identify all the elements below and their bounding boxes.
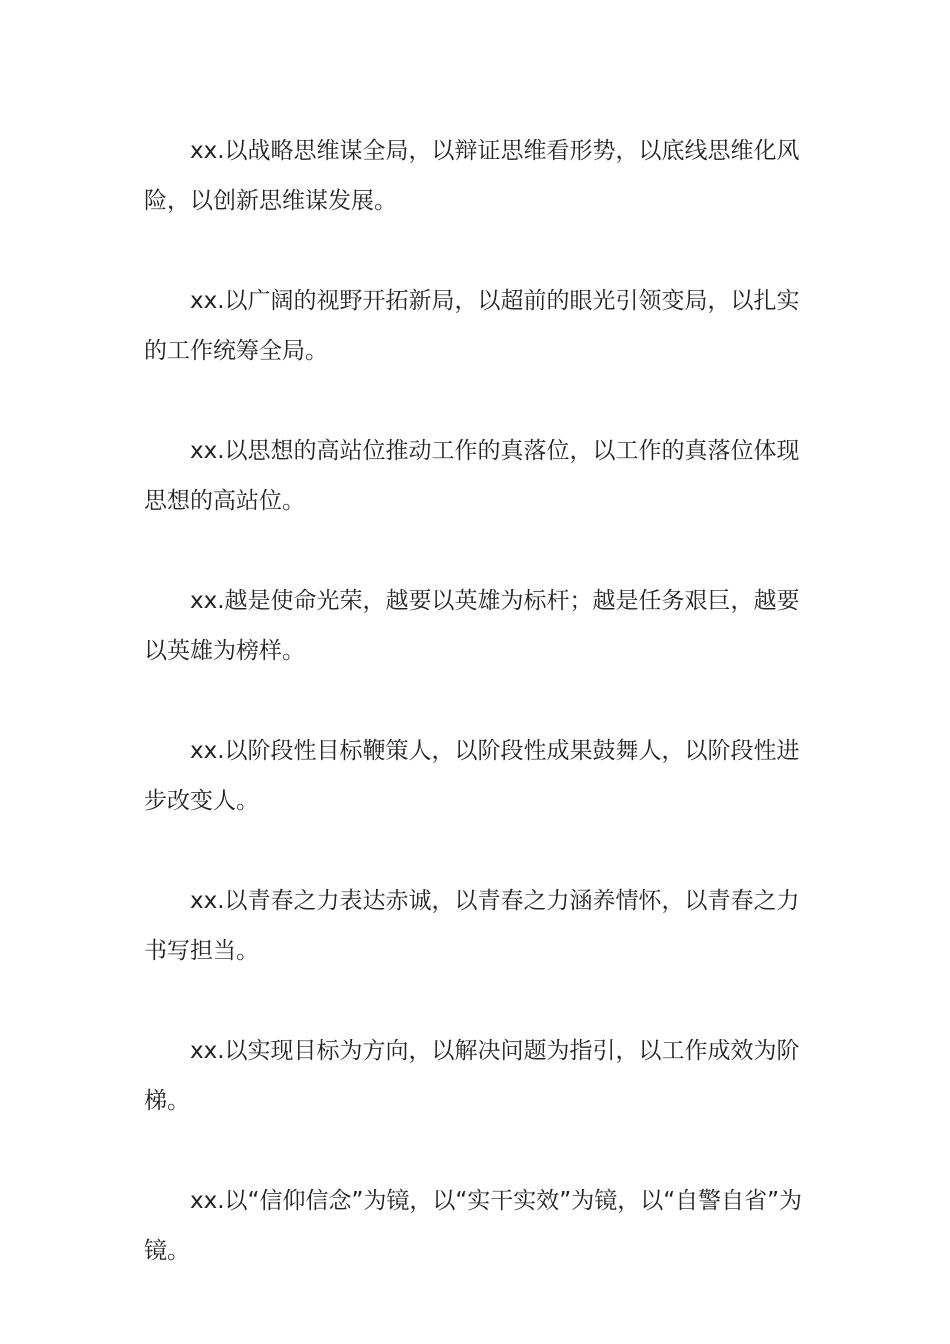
paragraph-3: xx.以思想的高站位推动工作的真落位，以工作的真落位体现思想的高站位。 <box>144 438 800 514</box>
paragraph-2: xx.以广阔的视野开拓新局，以超前的眼光引领变局，以扎实的工作统筹全局。 <box>144 288 800 364</box>
paragraph-5: xx.以阶段性目标鞭策人，以阶段性成果鼓舞人，以阶段性进步改变人。 <box>144 738 800 814</box>
paragraph-1: xx.以战略思维谋全局，以辩证思维看形势，以底线思维化风险，以创新思维谋发展。 <box>144 138 800 214</box>
paragraph-4: xx.越是使命光荣，越要以英雄为标杆；越是任务艰巨，越要以英雄为榜样。 <box>144 588 800 664</box>
document-body <box>144 126 809 1326</box>
paragraph-8: xx.以“信仰信念”为镜，以“实干实效”为镜，以“自警自省”为镜。 <box>144 1188 803 1264</box>
paragraph-6: xx.以青春之力表达赤诚，以青春之力涵养情怀，以青春之力书写担当。 <box>144 888 800 964</box>
paragraph-7: xx.以实现目标为方向，以解决问题为指引，以工作成效为阶梯。 <box>144 1038 800 1114</box>
